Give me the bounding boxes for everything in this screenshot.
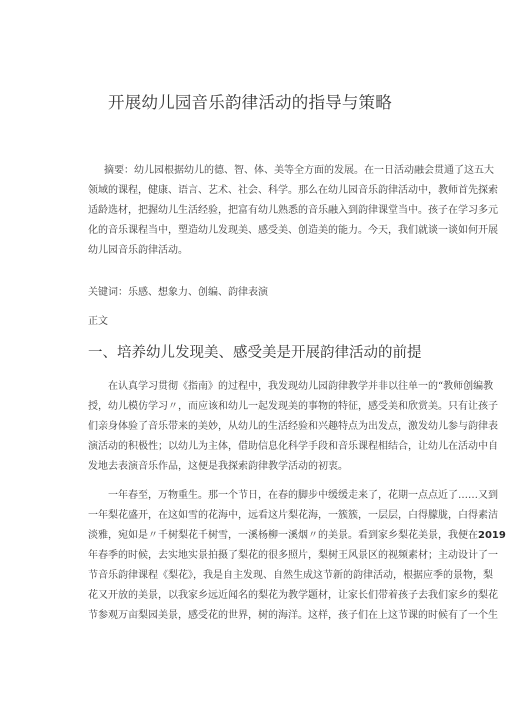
abstract-line: 摘要：幼儿园根据幼儿的德、智、体、美等全方面的发展。在一日活动融会贯通了这五大 [104,165,494,176]
body-label-text: 正文 [88,316,108,327]
section-heading: 一、培养幼儿发现美、感受美是开展韵律活动的前提 [88,345,422,361]
abstract-line: 幼儿园音乐韵律活动。 [88,245,188,256]
paragraph-line: 节参观万亩梨园美景，感受花的世界，树的海洋。这样，孩子们在上这节课的时候有了一个生 [88,610,498,621]
year-text: 2019 [478,530,506,541]
paragraph-line: 在认真学习贯彻《指南》的过程中，我发现幼儿园韵律教学并非以往单一的“教师创编教 [108,381,494,392]
paragraph-line: 一年春至，万物重生。那一个节日，在春的脚步中缓缓走来了，花期一点点近了……又到 [108,490,498,501]
paragraph-2 [88,486,506,626]
paragraph-text: 淡雅，宛如是〃千树梨花千树雪，一溪杨柳一溪烟〃的美景。看到家乡梨花美景，我便在 [88,530,478,541]
keywords-line: 关键词：乐感、想象力、创编、韵律表演 [88,287,268,298]
paragraph-line: 一年梨花盛开，在这如雪的花海中，远看这片梨花海，一簇簇，一层层，白得朦胧，白得素洁 [88,510,498,521]
body-label [88,312,428,332]
document-title: 开展幼儿园音乐韵律活动的指导与策略 [108,93,392,112]
paragraph-line [88,526,506,546]
paragraph-line: 节音乐韵律课程《梨花》，我是自主发现、自然生成这节新的韵律活动，根据应季的景物，梨 [88,570,493,581]
keywords [88,283,428,303]
paragraph-line: 年春季的时候，去实地实景拍摄了梨花的很多照片，梨树王风景区的视频素材；主动设计了一 [88,550,498,561]
paragraph-line: 们亲身体验了音乐带来的美妙，从幼儿的生活经验和兴趣特点为出发点，激发幼儿参与韵律表 [88,421,498,432]
abstract-line: 化的音乐课程当中，塑造幼儿发现美、感受美、创造美的能力。今天，我们就谈一谈如何开展 [88,225,498,236]
abstract-line: 适龄选材，把握幼儿生活经验，把富有幼儿熟悉的音乐融入到韵律课堂当中。孩子在学习多元 [88,205,498,216]
paragraph-line: 花又开放的美景，以我家乡远近闻名的梨花为教学题材，让家长们带着孩子去我们家乡的梨花 [88,590,498,601]
abstract-line: 领域的课程，健康、语言、艺术、社会、科学。那么在幼儿园音乐韵律活动中，教师首先探索 [88,185,498,196]
abstract [88,161,498,261]
paragraph-line: 授，幼儿模仿学习〃，而应该和幼儿一起发现美的事物的特征，感受美和欣赏美。只有让孩子 [88,401,498,412]
paragraph-line: 演活动的积极性；以幼儿为主体，借助信息化科学手段和音乐课程相结合，让幼儿在活动中自 [88,441,498,452]
paragraph-1 [88,377,498,477]
paragraph-line: 发地去表演音乐作品，这便是我探索韵律教学活动的初衷。 [88,461,348,472]
